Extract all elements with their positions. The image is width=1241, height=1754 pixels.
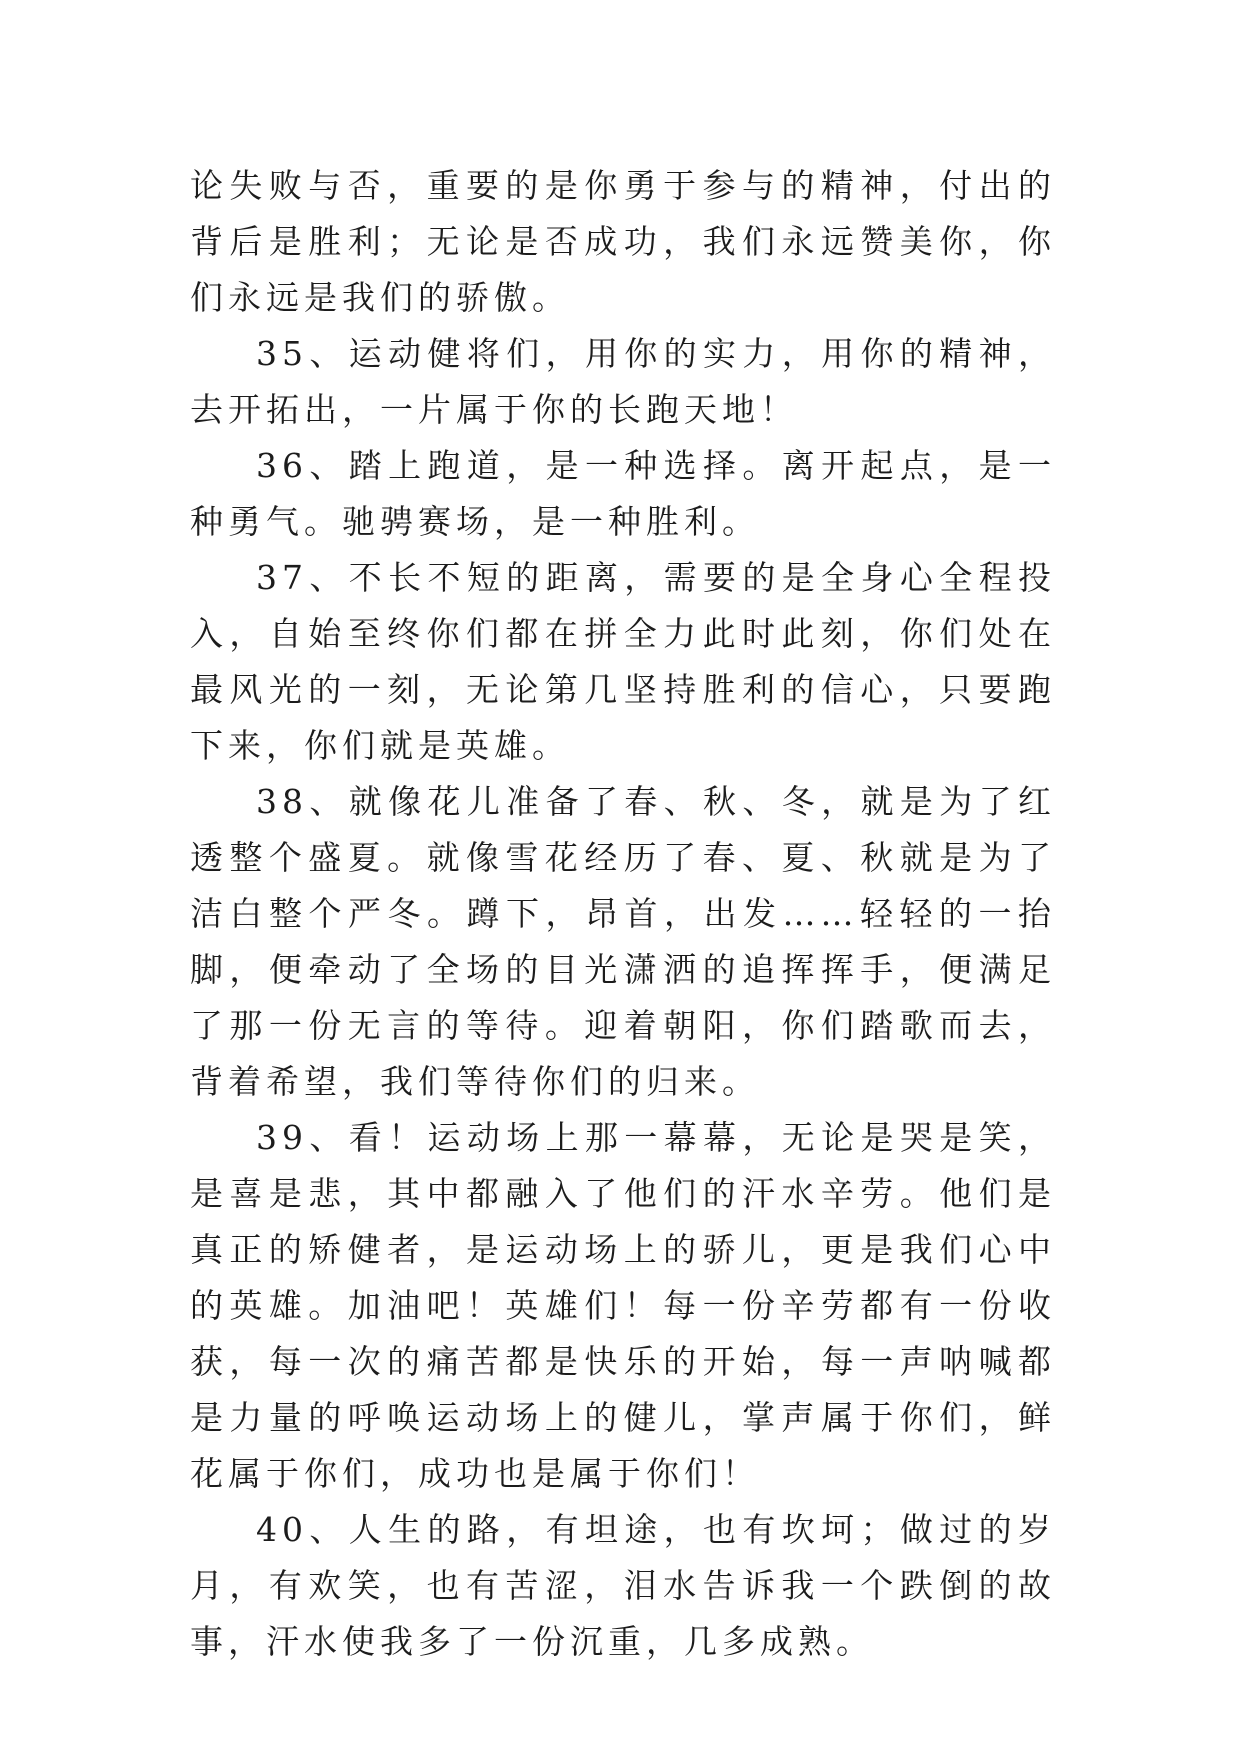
paragraph-38: 38、就像花儿准备了春、秋、冬，就是为了红透整个盛夏。就像雪花经历了春、夏、秋就是为了洁白整个严冬。蹲下，昂首，出发……轻轻的一抬脚，便牵动了全场的目光潇洒的追挥挥手，便满足了那一份无言的等待。迎着朝阳，你们踏歌而去，背着希望，我们等待你们的归来。	[190, 782, 1056, 1101]
paragraph-39: 39、看！运动场上那一幕幕，无论是哭是笑，是喜是悲，其中都融入了他们的汗水辛劳。他们是真正的矫健者，是运动场上的骄儿，更是我们心中的英雄。加油吧！英雄们！每一份辛劳都有一份收获，每一次的痛苦都是快乐的开始，每一声呐喊都是力量的呼唤运动场上的健儿，掌声属于你们，鲜花属于你们，成功也是属于你们！	[190, 1118, 1056, 1493]
paragraph-37: 37、不长不短的距离，需要的是全身心全程投入，自始至终你们都在拼全力此时此刻，你们处在最风光的一刻，无论第几坚持胜利的信心，只要跑下来，你们就是英雄。	[190, 558, 1056, 765]
paragraph-36: 36、踏上跑道，是一种选择。离开起点，是一种勇气。驰骋赛场，是一种胜利。	[190, 446, 1056, 541]
paragraph-40: 40、人生的路，有坦途，也有坎坷；做过的岁月，有欢笑，也有苦涩，泪水告诉我一个跌倒的故事，汗水使我多了一份沉重，几多成熟。	[190, 1510, 1056, 1661]
document-page	[190, 158, 1056, 1670]
paragraph-35: 35、运动健将们，用你的实力，用你的精神，去开拓出，一片属于你的长跑天地！	[190, 334, 1056, 429]
paragraph-continuation: 论失败与否，重要的是你勇于参与的精神，付出的背后是胜利；无论是否成功，我们永远赞美你，你们永远是我们的骄傲。	[190, 166, 1056, 317]
